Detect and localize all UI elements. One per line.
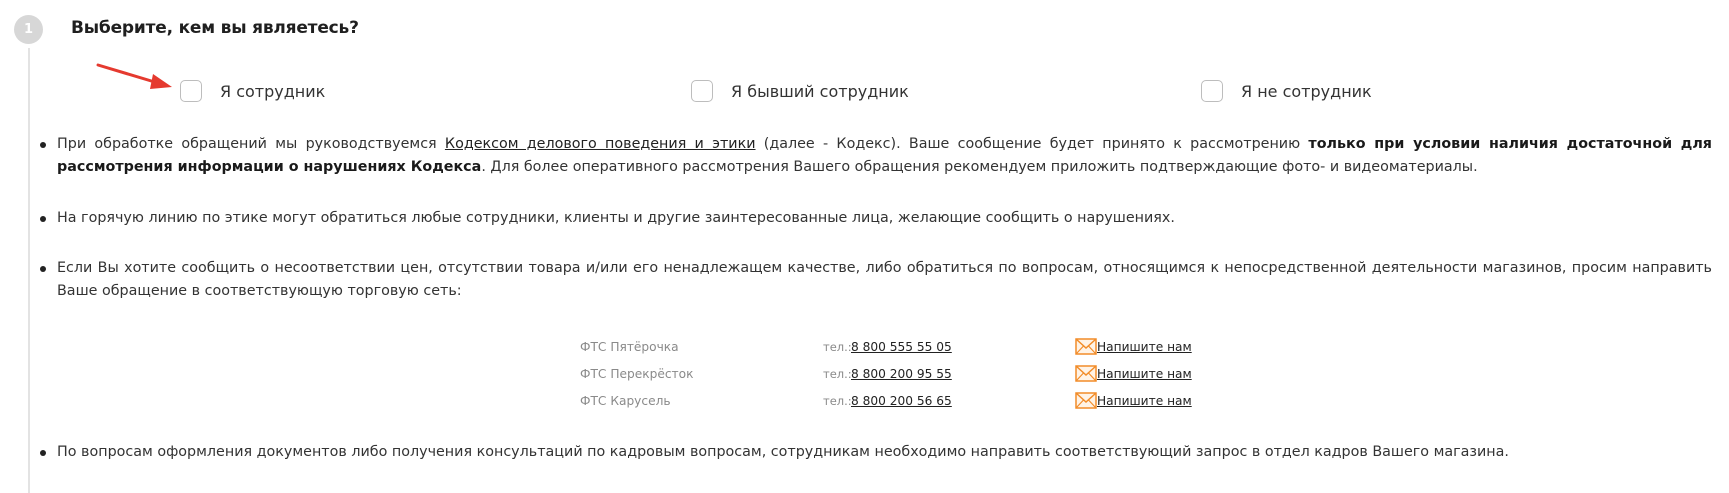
bullet-dot bbox=[40, 142, 46, 148]
envelope-icon[interactable] bbox=[1075, 365, 1097, 382]
info-bullet-code bbox=[40, 133, 1712, 179]
option-non-employee[interactable] bbox=[1201, 79, 1372, 103]
write-us-link[interactable]: Напишите нам bbox=[1097, 340, 1192, 354]
phone-link[interactable]: 8 800 555 55 05 bbox=[851, 340, 952, 354]
option-employee-label: Я сотрудник bbox=[220, 81, 326, 101]
bullet-text: Если Вы хотите сообщить о несоответствии цен, отсутствии товара и/или его ненадлежащем качестве, либо обратиться по вопросам, относящимся к непосредственной деятельности магазинов, просим направить Ваше обращение в соответствующую торговую сеть: bbox=[57, 260, 1712, 299]
info-bullet-retail bbox=[40, 257, 1712, 303]
network-name: ФТС Карусель bbox=[580, 394, 671, 408]
write-us-link[interactable]: Напишите нам bbox=[1097, 394, 1192, 408]
option-former-employee-checkbox[interactable] bbox=[691, 80, 713, 102]
step-title: Выберите, кем вы являетесь? bbox=[71, 18, 359, 38]
bullet-dot bbox=[40, 266, 46, 272]
step-number-badge: 1 bbox=[14, 15, 43, 44]
network-name: ФТС Перекрёсток bbox=[580, 367, 694, 381]
option-employee-checkbox[interactable] bbox=[180, 80, 202, 102]
write-us-link[interactable]: Напишите нам bbox=[1097, 367, 1192, 381]
bullet-text: По вопросам оформления документов либо получения консультаций по кадровым вопросам, сотрудникам необходимо направить соответствующий запрос в отдел кадров Вашего магазина. bbox=[57, 444, 1509, 460]
info-bullet-hotline bbox=[40, 207, 1712, 230]
option-non-employee-label: Я не сотрудник bbox=[1241, 81, 1372, 101]
info-bullet-hr bbox=[40, 441, 1712, 464]
bullet-text: . Для более оперативного рассмотрения Вашего обращения рекомендуем приложить подтверждающие фото- и видеоматериалы. bbox=[481, 159, 1478, 175]
envelope-icon[interactable] bbox=[1075, 392, 1097, 409]
network-row bbox=[0, 365, 1729, 385]
bullet-bold-text: только при условии наличия достаточной для рассмотрения информации о нарушениях Кодекса bbox=[57, 136, 1712, 175]
phone-link[interactable]: 8 800 200 95 55 bbox=[851, 367, 952, 381]
tel-prefix: тел.: bbox=[823, 340, 852, 354]
option-non-employee-checkbox[interactable] bbox=[1201, 80, 1223, 102]
envelope-icon[interactable] bbox=[1075, 338, 1097, 355]
step-connector-line bbox=[28, 48, 30, 493]
bullet-dot bbox=[40, 450, 46, 456]
phone-link[interactable]: 8 800 200 56 65 bbox=[851, 394, 952, 408]
red-arrow-icon bbox=[96, 62, 176, 92]
network-row bbox=[0, 392, 1729, 412]
tel-prefix: тел.: bbox=[823, 394, 852, 408]
bullet-text: На горячую линию по этике могут обратиться любые сотрудники, клиенты и другие заинтересованные лица, желающие сообщить о нарушениях. bbox=[57, 210, 1175, 226]
bullet-text: (далее - Кодекс). Ваше сообщение будет принято к рассмотрению bbox=[755, 136, 1309, 152]
code-of-conduct-link[interactable]: Кодексом делового поведения и этики bbox=[444, 136, 756, 152]
option-former-employee-label: Я бывший сотрудник bbox=[731, 81, 909, 101]
tel-prefix: тел.: bbox=[823, 367, 852, 381]
network-row bbox=[0, 338, 1729, 358]
network-name: ФТС Пятёрочка bbox=[580, 340, 679, 354]
option-former-employee[interactable] bbox=[691, 79, 909, 103]
option-employee[interactable] bbox=[180, 79, 325, 103]
bullet-dot bbox=[40, 216, 46, 222]
bullet-text: При обработке обращений мы руководствуемся bbox=[57, 136, 445, 152]
